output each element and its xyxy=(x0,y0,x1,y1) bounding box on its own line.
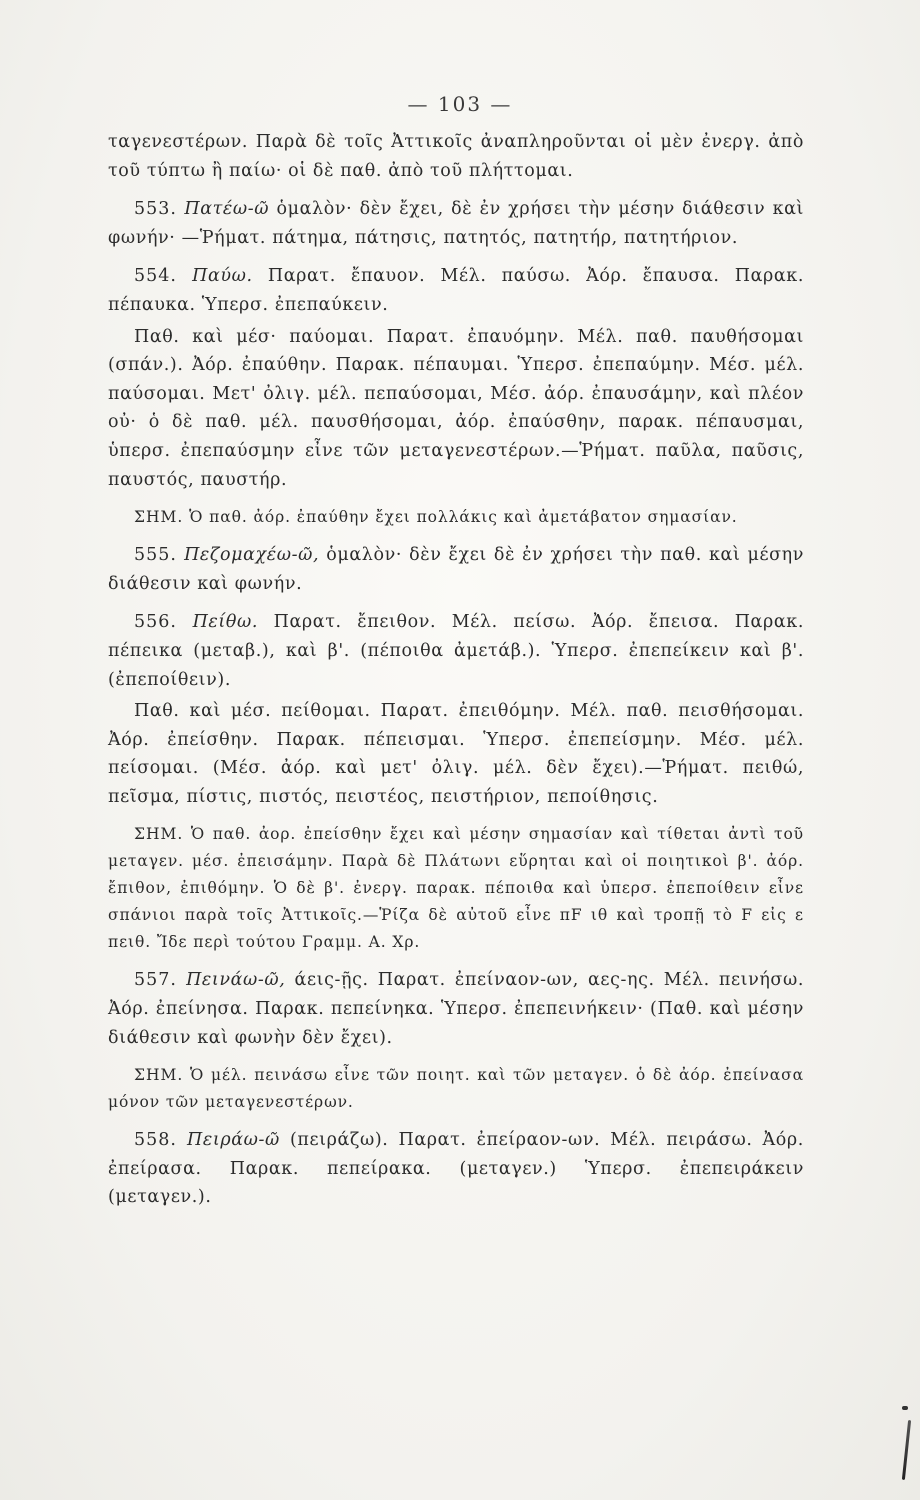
entry-number: 553. xyxy=(134,199,177,220)
entry-headword: Παύω. xyxy=(192,266,253,287)
entry-number: 556. xyxy=(134,612,177,633)
paragraph-text: ταγενεστέρων. Παρὰ δὲ τοῖς Ἀττικοῖς ἀναπληροῦνται οἱ μὲν ἐνεργ. ἀπὸ τοῦ τύπτω ἢ παίω· οἱ δὲ παθ. ἀπὸ τοῦ πλήττομαι. xyxy=(108,132,804,181)
entry-558 xyxy=(108,1126,804,1212)
note-label: ΣΗΜ. xyxy=(134,825,184,844)
entry-text: άεις-ῇς. Παρατ. ἐπείναον-ων, αες-ης. Μέλ. πεινήσω. Ἀόρ. ἐπείνησα. Παρακ. πεπείνηκα. Ὑπερσ. ἐπεπεινήκειν· (Παθ. καὶ μέσην διάθεσιν καὶ φωνὴν δὲν ἔχει). xyxy=(108,970,804,1048)
entry-556-passive xyxy=(108,697,804,811)
paragraph-text: Παθ. καὶ μέσ. πείθομαι. Παρατ. ἐπειθόμην. Μέλ. παθ. πεισθήσομαι. Ἀόρ. ἐπείσθην. Παρακ. πέπεισμαι. Ὑπερσ. ἐπεπείσμην. Μέσ. μέλ. πείσομαι. (Μέσ. ἀόρ. καὶ μετ' ὀλιγ. μέλ. δὲν ἔχει).—Ῥήματ. πειθώ, πεῖσμα, πίστις, πιστός, πειστέος, πειστήριον, πεποίθησις. xyxy=(108,701,804,807)
entry-554-passive xyxy=(108,323,804,495)
entry-headword: Πεζομαχέω-ῶ, xyxy=(184,545,320,566)
entry-headword: Πατέω-ῶ xyxy=(184,199,270,220)
entry-555 xyxy=(108,541,804,598)
entry-554 xyxy=(108,262,804,319)
note-557 xyxy=(108,1062,804,1116)
entry-557 xyxy=(108,966,804,1052)
note-label: ΣΗΜ. xyxy=(134,1066,184,1085)
body-text xyxy=(108,128,804,1212)
entry-556 xyxy=(108,608,804,694)
note-text: Ὁ μέλ. πεινάσω εἶνε τῶν ποιητ. καὶ τῶν μεταγεν. ὁ δὲ ἀόρ. ἐπείνασα μόνον τῶν μεταγενεστέρων. xyxy=(108,1066,804,1112)
entry-number: 558. xyxy=(134,1130,177,1151)
entry-headword: Πειράω-ῶ xyxy=(187,1130,280,1151)
entry-553 xyxy=(108,195,804,252)
entry-text: Παρατ. ἔπαυον. Μέλ. παύσω. Ἀόρ. ἔπαυσα. Παρακ. πέπαυκα. Ὑπερσ. ἐπεπαύκειν. xyxy=(108,266,804,315)
note-556 xyxy=(108,821,804,956)
entry-text: (πειράζω). Παρατ. ἐπείραον-ων. Μέλ. πειράσω. Ἀόρ. ἐπείρασα. Παρακ. πεπείρακα. (μεταγεν.) Ὑπερσ. ἐπεπειράκειν (μεταγεν.). xyxy=(108,1130,804,1208)
entry-headword: Πεινάω-ῶ, xyxy=(186,970,286,991)
paragraph-continuation xyxy=(108,128,804,185)
entry-text: ὁμαλὸν· δὲν ἔχει, δὲ ἐν χρήσει τὴν μέσην διάθεσιν καὶ φωνήν· —Ῥήματ. πάτημα, πάτησις, πατητός, πατητήρ, πατητήριον. xyxy=(108,199,805,248)
ink-mark xyxy=(902,1420,911,1480)
note-label: ΣΗΜ. xyxy=(134,508,184,527)
entry-number: 557. xyxy=(134,970,177,991)
note-text: Ὁ παθ. ἀόρ. ἐπαύθην ἔχει πολλάκις καὶ ἀμετάβατον σημασίαν. xyxy=(189,508,738,527)
ink-mark-dot xyxy=(902,1406,908,1410)
note-554 xyxy=(108,504,804,531)
entry-number: 554. xyxy=(134,266,177,287)
entry-text: ὁμαλὸν· δὲν ἔχει δὲ ἐν χρήσει τὴν παθ. καὶ μέσην διάθεσιν καὶ φωνήν. xyxy=(108,545,804,594)
entry-headword: Πείθω. xyxy=(192,612,259,633)
entry-text: Παρατ. ἔπειθον. Μέλ. πείσω. Ἀόρ. ἔπεισα. Παρακ. πέπεικα (μεταβ.), καὶ β'. (πέποιθα ἀμετάβ.). Ὑπερσ. ἐπεπείκειν καὶ β'. (ἐπεποίθειν). xyxy=(108,612,804,690)
entry-number: 555. xyxy=(134,545,177,566)
note-text: Ὁ παθ. ἀορ. ἐπείσθην ἔχει καὶ μέσην σημασίαν καὶ τίθεται ἀντὶ τοῦ μεταγεν. μέσ. ἐπεισάμην. Παρὰ δὲ Πλάτωνι εὕρηται καὶ οἱ ποιητικοὶ β'. ἀόρ. ἔπιθον, ἐπιθόμην. Ὁ δὲ β'. ἐνεργ. παρακ. πέποιθα καὶ ὑπερσ. ἐπεποίθειν εἶνε σπάνιοι παρὰ τοῖς Ἀττικοῖς.—Ῥίζα δὲ αὐτοῦ εἶνε πF ιθ καὶ τροπῇ τὸ F εἰς ε πειθ. Ἴδε περὶ τούτου Γραμμ. Α. Χρ. xyxy=(108,825,805,952)
paragraph-text: Παθ. καὶ μέσ· παύομαι. Παρατ. ἐπαυόμην. Μέλ. παθ. παυθήσομαι (σπάν.). Ἀόρ. ἐπαύθην. Παρακ. πέπαυμαι. Ὑπερσ. ἐπεπαύμην. Μέσ. μέλ. παύσομαι. Μετ' ὀλιγ. μέλ. πεπαύσομαι, Μέσ. ἀόρ. ἐπαυσάμην, καὶ πλέον οὐ· ὁ δὲ παθ. μέλ. παυσθήσομαι, ἀόρ. ἐπαύσθην, παρακ. πέπαυσμαι, ὑπερσ. ἐπεπαύσμην εἶνε τῶν μεταγενεστέρων.—Ῥήματ. παῦλα, παῦσις, παυστός, παυστήρ. xyxy=(108,326,804,490)
page-number: — 103 — xyxy=(407,92,513,116)
